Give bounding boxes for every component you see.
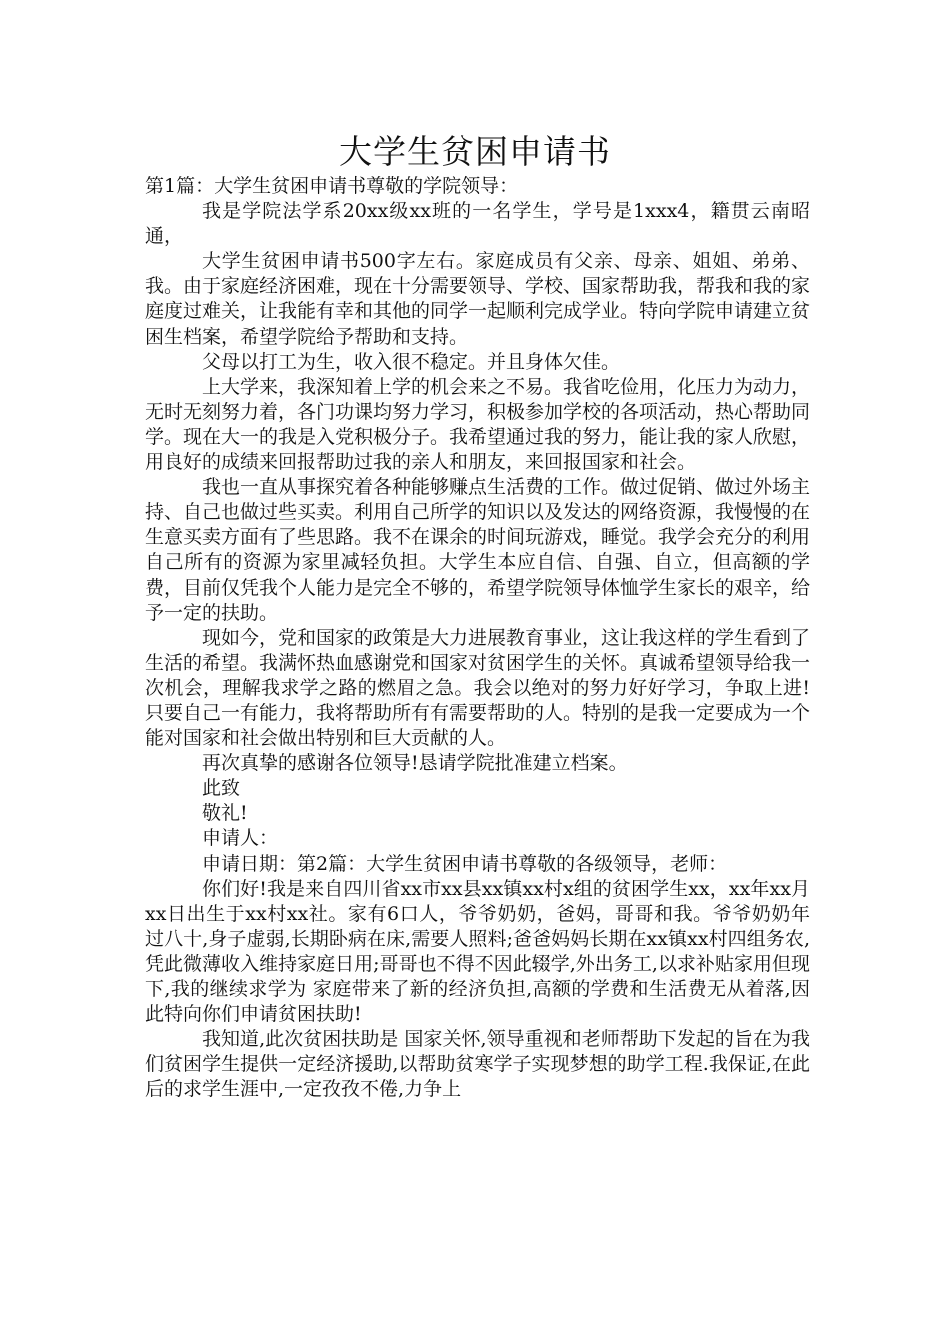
closing-salutation: 此致	[202, 777, 241, 800]
paragraph: 我也一直从事探究着各种能够赚点生活费的工作。做过促销、做过外场主持、自己也做过些买卖。利用自己所学的知识以及发达的网络资源，我慢慢的在生意买卖方面有了些思路。我不在课余的时间玩游戏，睡觉。我学会充分的利用自己所有的资源为家里减轻负担。大学生本应自信、自强、自立，但高额的学费，目前仅凭我个人能力是完全不够的，希望学院领导体恤学生家长的艰辛，给予一定的扶助。	[145, 476, 811, 624]
document-body	[145, 174, 810, 1102]
document-title: 大学生贫困申请书	[339, 132, 611, 171]
paragraph: 上大学来，我深知着上学的机会来之不易。我省吃俭用，化压力为动力，无时无刻努力着，各门功课均努力学习，积极参加学校的各项活动，热心帮助同学。现在大一的我是入党积极分子。我希望通过我的努力，能让我的家人欣慰，用良好的成绩来回报帮助过我的亲人和朋友，来回报国家和社会。	[145, 375, 811, 474]
paragraph: 我知道,此次贫困扶助是 国家关怀,领导重视和老师帮助下发起的旨在为我们贫困学生提供一定经济援助,以帮助贫寒学子实现梦想的助学工程.我保证,在此后的求学生涯中,一定孜孜不倦,力争上	[145, 1028, 810, 1101]
date-line-heading-part2: 申请日期：第2篇：大学生贫困申请书尊敬的各级领导，老师：	[202, 852, 728, 875]
paragraph: 再次真挚的感谢各位领导!恳请学院批准建立档案。	[202, 752, 628, 775]
closing-regards: 敬礼!	[202, 802, 248, 825]
paragraph-heading-part1: 第1篇：大学生贫困申请书尊敬的学院领导：	[145, 175, 519, 197]
paragraph: 父母以打工为生，收入很不稳定。并且身体欠佳。	[202, 350, 621, 373]
applicant-line: 申请人：	[202, 827, 279, 850]
paragraph: 现如今，党和国家的政策是大力进展教育事业，这让我这样的学生看到了生活的希望。我满怀热血感谢党和国家对贫困学生的关怀。真诚希望领导给我一次机会，理解我求学之路的燃眉之急。我会以绝对的努力好好学习，争取上进!只要自己一有能力，我将帮助所有有需要帮助的人。特别的是我一定要成为一个能对国家和社会做出特别和巨大贡献的人。	[145, 626, 811, 750]
paragraph: 大学生贫困申请书500字左右。家庭成员有父亲、母亲、姐姐、弟弟、我。由于家庭经济困难，现在十分需要领导、学校、国家帮助我，帮我和我的家庭度过难关，让我能有幸和其他的同学一起顺利完成学业。特向学院申请建立贫困生档案，希望学院给予帮助和支持。	[145, 250, 811, 348]
paragraph: 你们好!我是来自四川省xx市xx县xx镇xx村x组的贫困学生xx，xx年xx月xx日出生于xx村xx社。家有6口人，爷爷奶奶，爸妈，哥哥和我。爷爷奶奶年过八十,身子虚弱,长期卧病在床,需要人照料;爸爸妈妈长期在xx镇xx村四组务农,凭此微薄收入维持家庭日用;哥哥也不得不因此辍学,外出务工,以求补贴家用但现下,我的继续求学为 家庭带来了新的经济负担,高额的学费和生活费无从着落,因此特向你们申请贫困扶助!	[145, 877, 810, 1026]
paragraph: 我是学院法学系20xx级xx班的一名学生，学号是1xxx4，籍贯云南昭通，	[145, 200, 810, 248]
